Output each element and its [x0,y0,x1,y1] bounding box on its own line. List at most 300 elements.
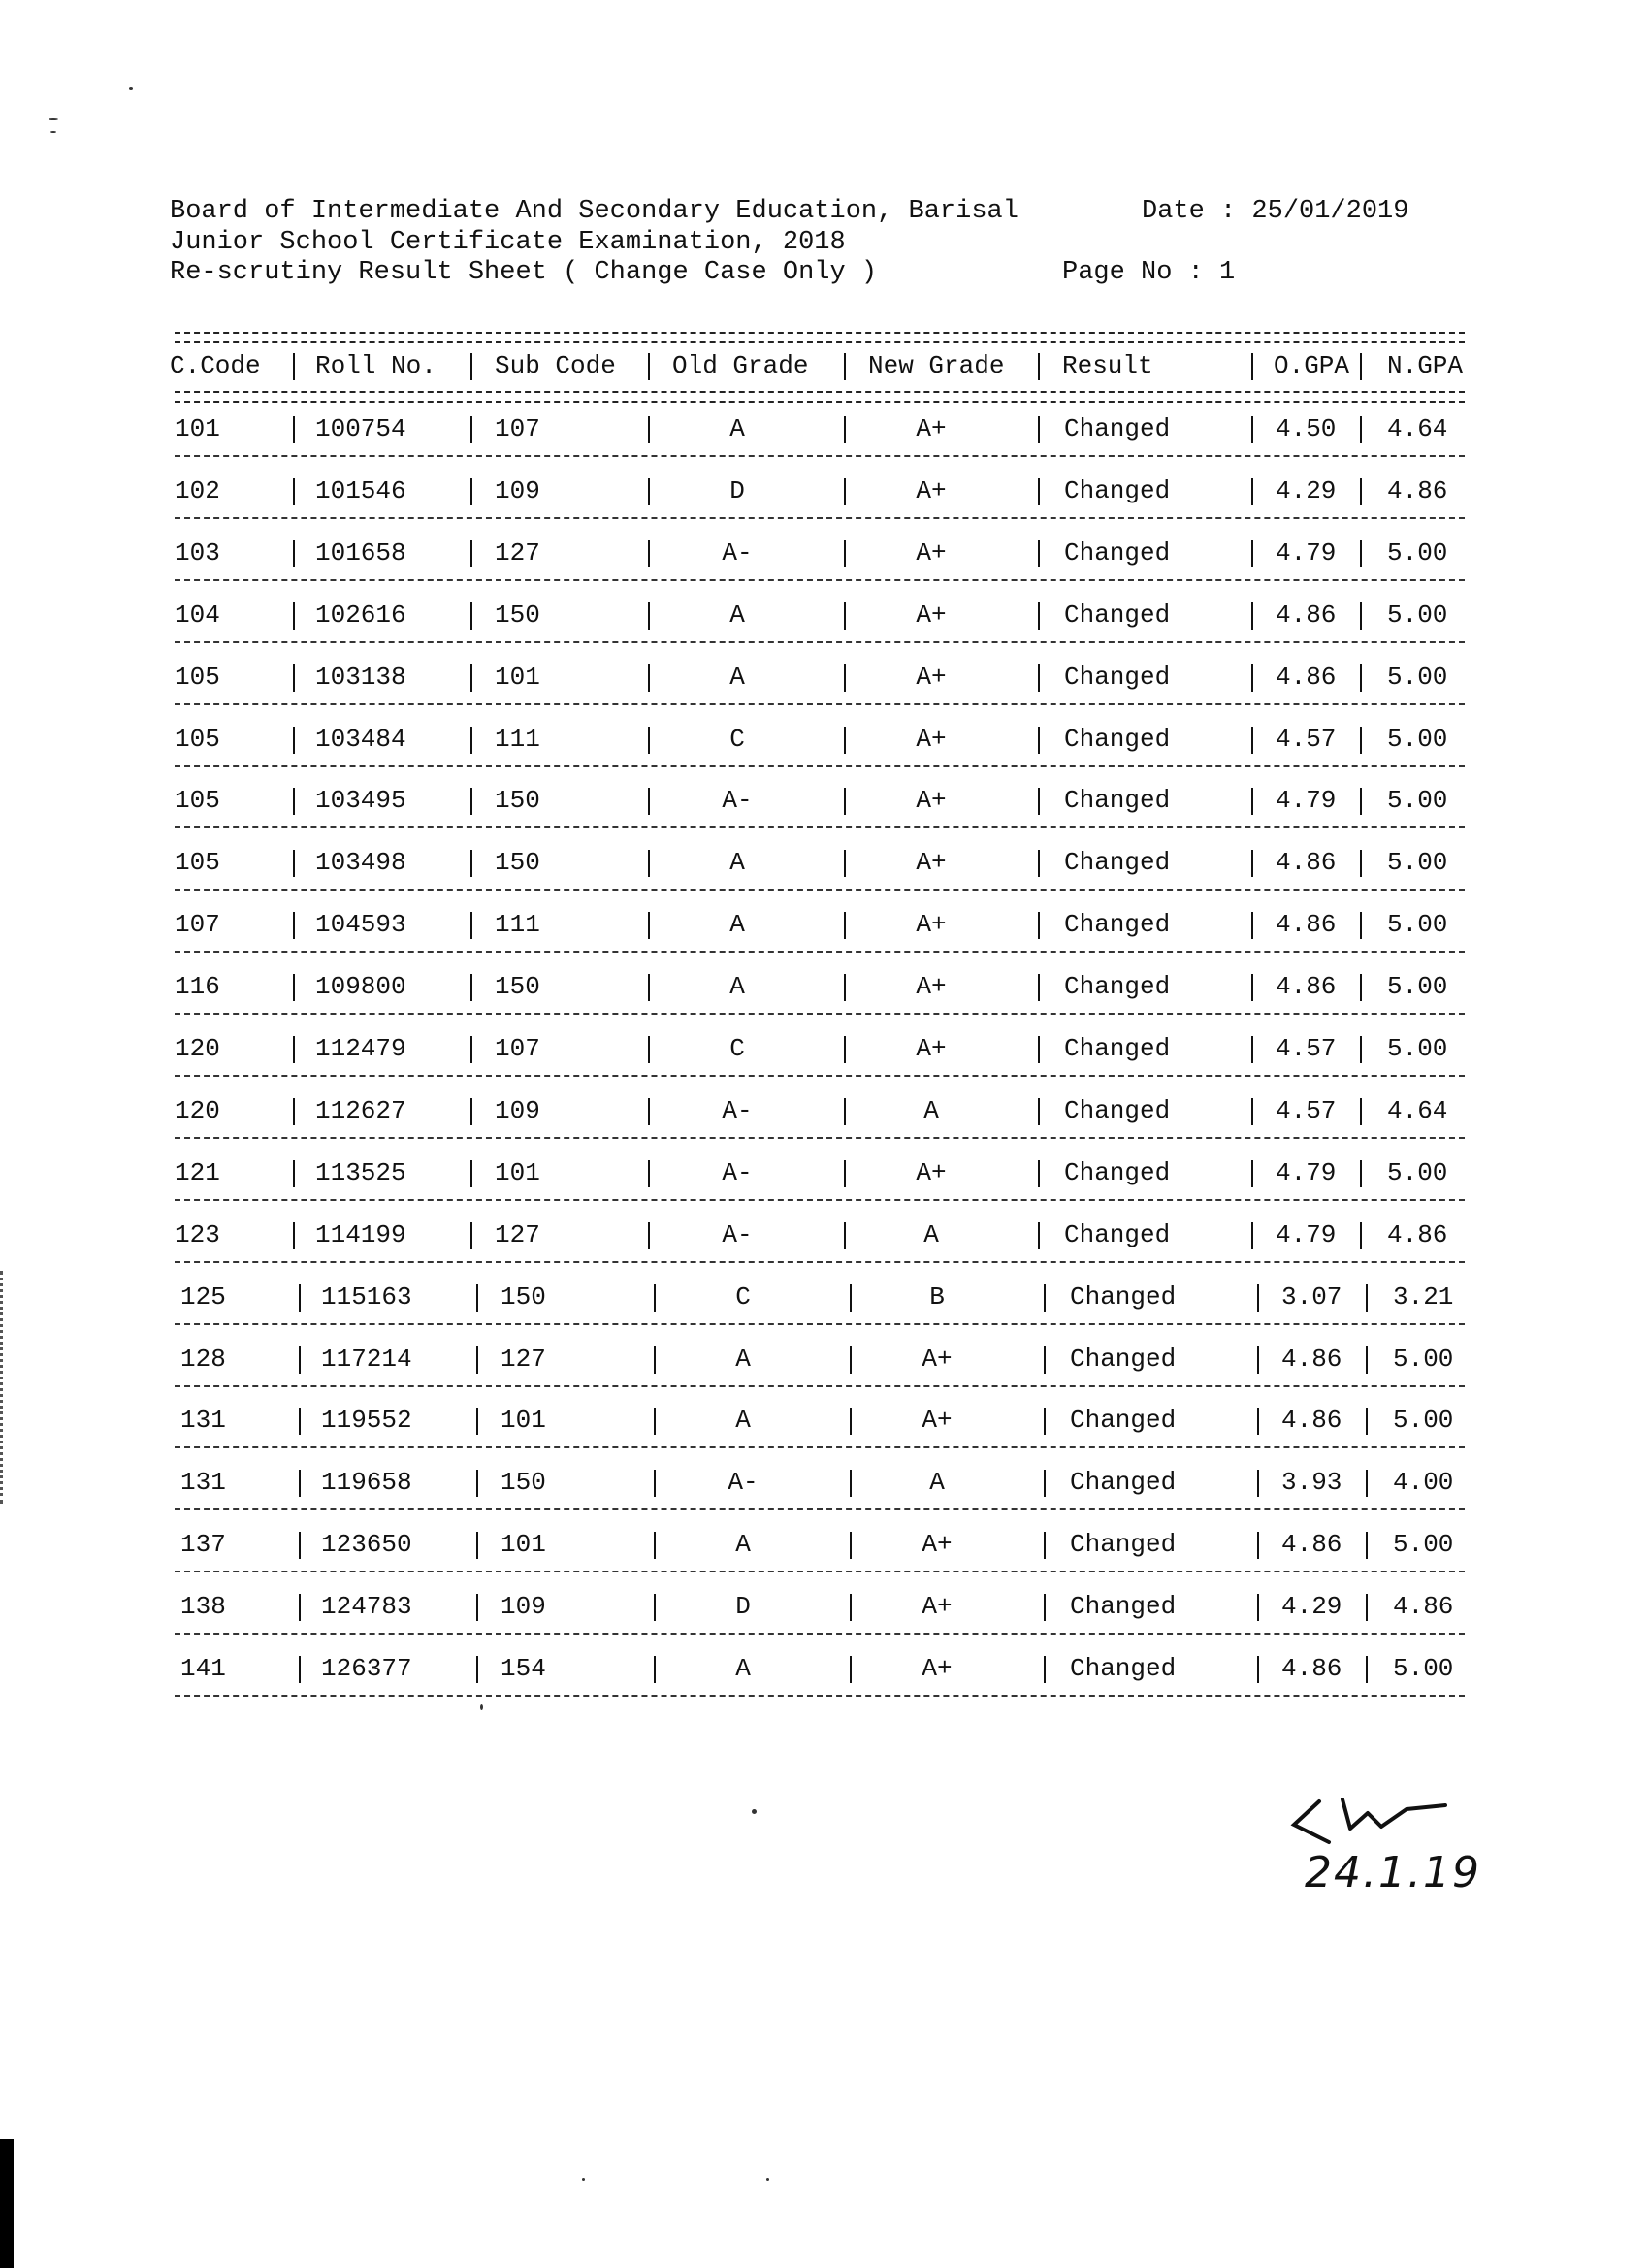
column-separator [293,664,295,692]
table-cell: Changed [1070,1654,1177,1683]
column-separator [1257,1470,1259,1497]
column-separator [293,1222,295,1249]
table-cell: A+ [916,476,947,505]
table-cell: 4.86 [1276,848,1337,877]
table-cell: 113525 [315,1158,406,1187]
column-separator [850,1346,852,1374]
table-cell: Changed [1064,725,1171,754]
table-cell: A [735,1530,751,1559]
table-cell: 4.79 [1276,786,1337,815]
column-separator [844,664,846,692]
table-cell: 5.00 [1387,972,1448,1001]
column-header: Sub Code [495,351,616,380]
table-cell: 127 [495,1220,540,1249]
table-cell: 4.86 [1281,1345,1342,1374]
column-separator [844,727,846,754]
exam-title: Junior School Certificate Examination, 2018 [170,228,846,257]
column-separator [470,416,472,443]
table-cell: A [729,910,745,939]
header-top-rule [175,332,1465,343]
column-separator [470,850,472,877]
column-separator [1251,416,1253,443]
table-cell: 5.00 [1387,910,1448,939]
table-cell: 3.21 [1393,1282,1454,1312]
column-separator [1366,1284,1368,1312]
table-cell: 124783 [321,1592,412,1621]
column-separator [470,912,472,939]
table-cell: 4.86 [1281,1406,1342,1435]
table-cell: 150 [501,1468,546,1497]
column-separator [470,540,472,567]
table-cell: Changed [1070,1345,1177,1374]
column-header: Roll No. [315,351,436,380]
column-separator [299,1284,301,1312]
table-cell: 5.00 [1387,1158,1448,1187]
table-cell: 100754 [315,414,406,443]
row-divider [175,765,1465,767]
signature-date: 24.1.19 [1305,1848,1481,1897]
column-separator [1366,1594,1368,1621]
row-divider [175,1199,1465,1201]
table-cell: A [929,1468,945,1497]
column-separator [850,1594,852,1621]
table-cell: 109800 [315,972,406,1001]
table-cell: A+ [922,1345,953,1374]
column-separator [1038,416,1040,443]
table-cell: Changed [1064,1034,1171,1063]
column-separator [844,478,846,505]
board-title: Board of Intermediate And Secondary Education, Barisal [170,197,1018,226]
row-divider [175,517,1465,519]
table-cell: Changed [1064,972,1171,1001]
table-cell: 104593 [315,910,406,939]
column-separator [1044,1470,1046,1497]
column-separator [648,788,650,815]
scan-speck [48,118,58,120]
table-cell: A [923,1220,939,1249]
row-divider [175,1013,1465,1015]
table-cell: 150 [501,1282,546,1312]
column-separator [1251,1222,1253,1249]
column-separator [293,1098,295,1125]
column-separator [1366,1346,1368,1374]
table-cell: 101 [495,1158,540,1187]
table-cell: 115163 [321,1282,412,1312]
table-cell: 5.00 [1393,1654,1454,1683]
table-cell: A+ [916,1034,947,1063]
table-cell: 101546 [315,476,406,505]
column-separator [1360,540,1362,567]
column-separator [1038,912,1040,939]
table-cell: 121 [175,1158,220,1187]
table-cell: 120 [175,1034,220,1063]
table-cell: A+ [916,600,947,630]
table-cell: 101 [501,1530,546,1559]
column-separator [1044,1656,1046,1683]
table-cell: 103 [175,538,220,567]
table-cell: 109 [495,1096,540,1125]
table-cell: 150 [495,600,540,630]
column-separator [470,974,472,1001]
column-separator [1038,974,1040,1001]
column-separator [648,850,650,877]
column-separator [844,540,846,567]
column-header: New Grade [868,351,1005,380]
table-cell: A- [722,786,753,815]
column-separator [299,1346,301,1374]
column-separator [850,1284,852,1312]
column-separator [850,1532,852,1559]
column-separator [654,1532,656,1559]
table-cell: 5.00 [1387,1034,1448,1063]
row-divider [175,703,1465,705]
column-separator [1360,353,1362,380]
table-cell: 105 [175,663,220,692]
column-separator [293,850,295,877]
table-cell: 4.57 [1276,1034,1337,1063]
table-cell: Changed [1064,476,1171,505]
table-cell: 101 [501,1406,546,1435]
column-separator [1360,727,1362,754]
table-cell: 109 [501,1592,546,1621]
column-separator [648,540,650,567]
column-separator [476,1532,478,1559]
table-cell: Changed [1064,1220,1171,1249]
row-divider [175,1323,1465,1325]
column-separator [1257,1656,1259,1683]
column-separator [1044,1532,1046,1559]
table-cell: 4.57 [1276,1096,1337,1125]
column-separator [850,1408,852,1435]
column-separator [1044,1408,1046,1435]
column-separator [476,1594,478,1621]
table-cell: A+ [916,663,947,692]
column-separator [1360,1036,1362,1063]
table-cell: 120 [175,1096,220,1125]
column-separator [1360,416,1362,443]
table-cell: A+ [916,972,947,1001]
table-cell: 119658 [321,1468,412,1497]
column-separator [1251,788,1253,815]
table-cell: 137 [180,1530,226,1559]
row-divider [175,951,1465,953]
row-divider [175,1571,1465,1572]
table-cell: 111 [495,910,540,939]
column-separator [1038,478,1040,505]
column-separator [293,727,295,754]
row-divider [175,641,1465,643]
table-cell: 103138 [315,663,406,692]
column-separator [1251,1098,1253,1125]
column-separator [476,1408,478,1435]
column-separator [1366,1470,1368,1497]
table-cell: 107 [175,910,220,939]
table-cell: 126377 [321,1654,412,1683]
table-cell: 107 [495,414,540,443]
column-separator [1257,1346,1259,1374]
column-separator [648,602,650,630]
table-cell: 131 [180,1406,226,1435]
column-separator [1044,1284,1046,1312]
table-cell: C [729,725,745,754]
column-separator [844,353,846,380]
table-cell: 4.29 [1276,476,1337,505]
table-cell: Changed [1064,538,1171,567]
table-cell: A [729,414,745,443]
table-cell: A- [722,1220,753,1249]
table-cell: 107 [495,1034,540,1063]
column-separator [293,912,295,939]
column-separator [299,1656,301,1683]
table-cell: A [735,1654,751,1683]
table-cell: 125 [180,1282,226,1312]
table-cell: Changed [1064,600,1171,630]
row-divider [175,1508,1465,1510]
table-cell: Changed [1064,1158,1171,1187]
scan-speck [752,1809,757,1814]
table-cell: 4.86 [1387,1220,1448,1249]
scan-edge-marks [0,1271,6,1504]
column-separator [648,1098,650,1125]
table-cell: 116 [175,972,220,1001]
column-separator [293,974,295,1001]
column-separator [1044,1346,1046,1374]
table-cell: 103498 [315,848,406,877]
column-separator [1251,974,1253,1001]
table-cell: 101 [175,414,220,443]
column-separator [1038,1160,1040,1187]
table-cell: 4.86 [1276,972,1337,1001]
table-cell: 4.79 [1276,538,1337,567]
row-divider [175,1075,1465,1077]
table-cell: 101658 [315,538,406,567]
column-separator [470,1222,472,1249]
scan-speck [50,131,56,133]
table-cell: Changed [1070,1530,1177,1559]
column-separator [844,1222,846,1249]
column-separator [1360,478,1362,505]
scan-edge-bar [0,2139,14,2268]
column-separator [1366,1532,1368,1559]
column-separator [470,478,472,505]
column-separator [648,478,650,505]
table-cell: A+ [922,1592,953,1621]
table-cell: A+ [922,1530,953,1559]
column-separator [844,1160,846,1187]
column-separator [1038,602,1040,630]
column-separator [654,1346,656,1374]
column-separator [1360,602,1362,630]
table-cell: A+ [922,1406,953,1435]
table-cell: 103484 [315,725,406,754]
column-separator [293,478,295,505]
table-cell: 4.79 [1276,1158,1337,1187]
table-cell: Changed [1064,1096,1171,1125]
row-divider [175,1446,1465,1448]
table-cell: A [729,848,745,877]
column-separator [1038,353,1040,380]
column-separator [1360,1160,1362,1187]
column-separator [476,1284,478,1312]
column-separator [1251,850,1253,877]
column-separator [476,1656,478,1683]
scan-speck [766,2178,769,2181]
table-cell: A+ [922,1654,953,1683]
column-separator [648,912,650,939]
column-separator [1038,727,1040,754]
table-cell: 5.00 [1393,1406,1454,1435]
table-cell: 114199 [315,1220,406,1249]
column-separator [470,727,472,754]
signature [1280,1780,1474,1858]
column-separator [844,1036,846,1063]
table-cell: 111 [495,725,540,754]
column-separator [654,1594,656,1621]
column-separator [470,1036,472,1063]
table-cell: 4.79 [1276,1220,1337,1249]
table-cell: A+ [916,910,947,939]
column-separator [299,1532,301,1559]
table-cell: A+ [916,725,947,754]
column-separator [1038,540,1040,567]
column-header: Result [1062,351,1153,380]
table-cell: 117214 [321,1345,412,1374]
column-separator [1360,1098,1362,1125]
row-divider [175,1137,1465,1139]
table-cell: 5.00 [1387,663,1448,692]
table-cell: 4.86 [1393,1592,1454,1621]
table-cell: 105 [175,725,220,754]
table-cell: C [729,1034,745,1063]
column-separator [654,1656,656,1683]
table-cell: 105 [175,786,220,815]
column-header: C.Code [170,351,261,380]
column-separator [293,540,295,567]
table-cell: A- [722,1158,753,1187]
table-cell: 4.86 [1276,910,1337,939]
table-cell: A [923,1096,939,1125]
table-cell: 128 [180,1345,226,1374]
table-cell: 5.00 [1387,848,1448,877]
table-cell: C [735,1282,751,1312]
column-separator [293,353,295,380]
column-separator [1251,478,1253,505]
column-separator [1360,912,1362,939]
table-cell: 154 [501,1654,546,1683]
column-separator [470,1160,472,1187]
column-separator [1251,602,1253,630]
column-separator [654,1408,656,1435]
table-cell: 112479 [315,1034,406,1063]
table-cell: 4.86 [1276,663,1337,692]
column-separator [1257,1594,1259,1621]
column-separator [648,664,650,692]
table-cell: 109 [495,476,540,505]
column-separator [1251,912,1253,939]
column-separator [293,416,295,443]
scan-speck [129,87,133,90]
table-cell: 4.57 [1276,725,1337,754]
column-separator [299,1470,301,1497]
table-cell: 5.00 [1387,600,1448,630]
table-cell: 4.86 [1276,600,1337,630]
column-separator [648,727,650,754]
column-header: Old Grade [672,351,809,380]
table-cell: D [735,1592,751,1621]
column-separator [470,788,472,815]
column-separator [1366,1408,1368,1435]
table-cell: 5.00 [1393,1530,1454,1559]
table-cell: 103495 [315,786,406,815]
column-separator [844,788,846,815]
table-cell: 4.50 [1276,414,1337,443]
table-cell: 150 [495,848,540,877]
table-cell: A+ [916,538,947,567]
table-cell: Changed [1064,848,1171,877]
column-separator [850,1656,852,1683]
table-cell: 131 [180,1468,226,1497]
column-separator [470,664,472,692]
column-separator [648,353,650,380]
scan-speck [582,2178,585,2181]
page-number: Page No : 1 [1062,258,1236,287]
table-cell: 4.86 [1281,1654,1342,1683]
table-cell: 3.07 [1281,1282,1342,1312]
table-cell: B [929,1282,945,1312]
column-separator [648,1222,650,1249]
row-divider [175,1385,1465,1387]
column-separator [1257,1532,1259,1559]
column-separator [654,1470,656,1497]
column-separator [654,1284,656,1312]
table-cell: Changed [1064,414,1171,443]
table-cell: A [735,1345,751,1374]
table-cell: D [729,476,745,505]
column-separator [648,416,650,443]
table-cell: A [729,972,745,1001]
table-cell: A- [728,1468,759,1497]
header-bottom-rule [175,391,1465,403]
table-cell: 102 [175,476,220,505]
scan-speck [480,1704,483,1710]
table-cell: 5.00 [1387,786,1448,815]
table-cell: 4.86 [1387,476,1448,505]
column-separator [850,1470,852,1497]
table-cell: Changed [1070,1592,1177,1621]
column-separator [1038,1098,1040,1125]
table-cell: 150 [495,786,540,815]
table-cell: A+ [916,786,947,815]
table-cell: 5.00 [1387,725,1448,754]
column-separator [1038,850,1040,877]
table-cell: Changed [1064,663,1171,692]
column-separator [1360,974,1362,1001]
column-separator [1251,1036,1253,1063]
column-separator [1251,727,1253,754]
column-header: O.GPA [1274,351,1350,380]
column-separator [1251,540,1253,567]
table-cell: A+ [916,414,947,443]
column-separator [293,1160,295,1187]
table-cell: 104 [175,600,220,630]
table-cell: 4.29 [1281,1592,1342,1621]
column-separator [293,788,295,815]
sheet-title: Re-scrutiny Result Sheet ( Change Case Only ) [170,258,878,287]
column-separator [470,1098,472,1125]
table-cell: 4.00 [1393,1468,1454,1497]
row-divider [175,579,1465,581]
table-cell: 101 [495,663,540,692]
